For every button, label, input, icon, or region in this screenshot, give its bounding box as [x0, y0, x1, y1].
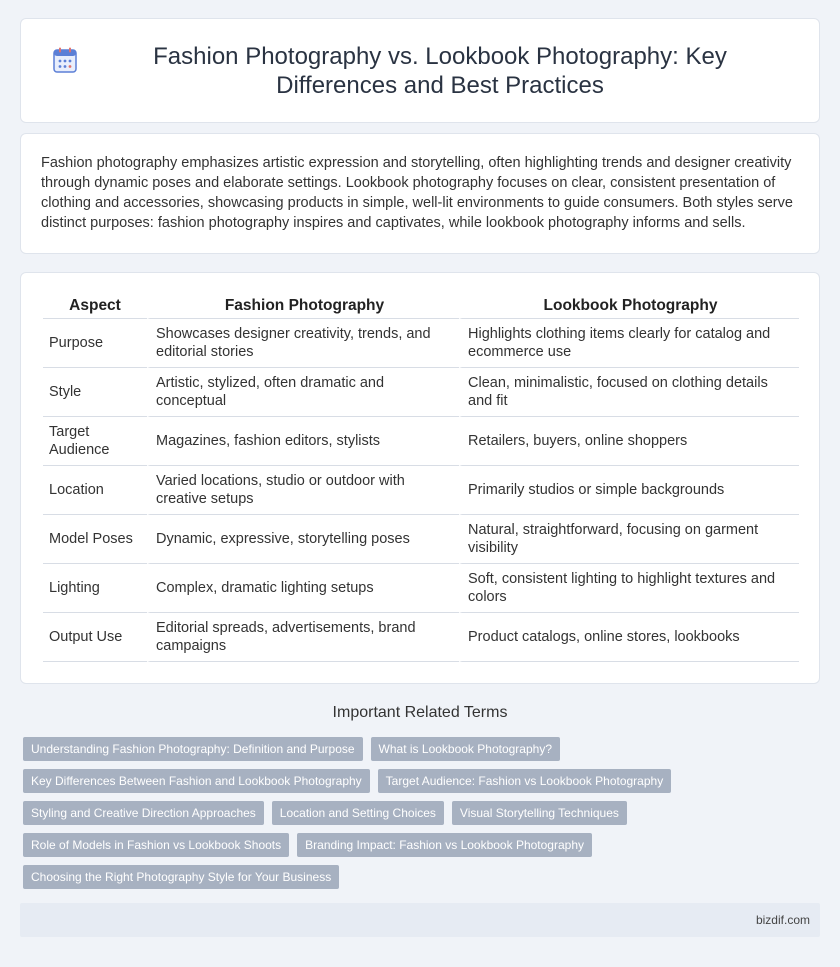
- lookbook-cell: Product catalogs, online stores, lookbooks: [459, 613, 799, 662]
- table-row: [43, 613, 799, 662]
- intro-card: [20, 133, 820, 254]
- aspect-cell: Output Use: [43, 613, 147, 662]
- related-term-tag[interactable]: Key Differences Between Fashion and Lookbook Photography: [23, 769, 370, 793]
- table-row: [43, 466, 799, 515]
- tag-row: [23, 833, 823, 857]
- related-terms-heading: Important Related Terms: [332, 704, 508, 721]
- lookbook-cell: Clean, minimalistic, focused on clothing details and fit: [459, 368, 799, 417]
- aspect-cell: Style: [43, 368, 147, 417]
- related-term-tag[interactable]: What is Lookbook Photography?: [371, 737, 560, 761]
- fashion-cell: Varied locations, studio or outdoor with creative setups: [147, 466, 459, 515]
- comparison-card: [20, 272, 820, 684]
- related-term-tag[interactable]: Styling and Creative Direction Approaches: [23, 801, 264, 825]
- intro-paragraph: Fashion photography emphasizes artistic expression and storytelling, often highlighting trends and designer creativity through dynamic poses and elaborate settings. Lookbook photography focuses on clear, consistent presentation of clothing and accessories, showcasing products in simple, well-lit environments to guide consumers. Both styles serve distinct purposes: fashion photography inspires and captivates, while lookbook photography informs and sells.: [41, 155, 793, 231]
- tag-row: [23, 769, 823, 793]
- fashion-cell: Artistic, stylized, often dramatic and conceptual: [147, 368, 459, 417]
- related-term-tag[interactable]: Role of Models in Fashion vs Lookbook Shoots: [23, 833, 289, 857]
- fashion-cell: Showcases designer creativity, trends, and editorial stories: [147, 319, 459, 368]
- header-aspect: Aspect: [43, 293, 147, 319]
- aspect-cell: Model Poses: [43, 515, 147, 564]
- comparison-table: [43, 293, 799, 662]
- header-card: [20, 18, 820, 123]
- page-title: Fashion Photography vs. Lookbook Photography: Key Differences and Best Practices: [153, 42, 727, 99]
- aspect-cell: Location: [43, 466, 147, 515]
- header-lookbook: Lookbook Photography: [459, 293, 799, 319]
- aspect-cell: Lighting: [43, 564, 147, 613]
- footer-brand[interactable]: bizdif.com: [755, 913, 810, 927]
- tag-row: [23, 737, 823, 761]
- table-header-row: [43, 293, 799, 319]
- fashion-cell: Dynamic, expressive, storytelling poses: [147, 515, 459, 564]
- related-term-tag[interactable]: Visual Storytelling Techniques: [452, 801, 627, 825]
- lookbook-cell: Primarily studios or simple backgrounds: [459, 466, 799, 515]
- related-term-tag[interactable]: Branding Impact: Fashion vs Lookbook Photography: [297, 833, 592, 857]
- footer: [20, 903, 820, 937]
- lookbook-cell: Natural, straightforward, focusing on garment visibility: [459, 515, 799, 564]
- fashion-cell: Magazines, fashion editors, stylists: [147, 417, 459, 466]
- table-row: [43, 417, 799, 466]
- header-fashion: Fashion Photography: [147, 293, 459, 319]
- lookbook-cell: Retailers, buyers, online shoppers: [459, 417, 799, 466]
- table-row: [43, 564, 799, 613]
- table-row: [43, 515, 799, 564]
- related-term-tag[interactable]: Location and Setting Choices: [272, 801, 444, 825]
- related-terms-list: [23, 737, 823, 897]
- table-row: [43, 368, 799, 417]
- aspect-cell: Target Audience: [43, 417, 147, 466]
- lookbook-cell: Highlights clothing items clearly for catalog and ecommerce use: [459, 319, 799, 368]
- lookbook-cell: Soft, consistent lighting to highlight textures and colors: [459, 564, 799, 613]
- tag-row: [23, 865, 823, 889]
- related-term-tag[interactable]: Choosing the Right Photography Style for Your Business: [23, 865, 339, 889]
- fashion-cell: Complex, dramatic lighting setups: [147, 564, 459, 613]
- table-row: [43, 319, 799, 368]
- related-term-tag[interactable]: Understanding Fashion Photography: Definition and Purpose: [23, 737, 363, 761]
- related-term-tag[interactable]: Target Audience: Fashion vs Lookbook Photography: [378, 769, 672, 793]
- tag-row: [23, 801, 823, 825]
- fashion-cell: Editorial spreads, advertisements, brand campaigns: [147, 613, 459, 662]
- aspect-cell: Purpose: [43, 319, 147, 368]
